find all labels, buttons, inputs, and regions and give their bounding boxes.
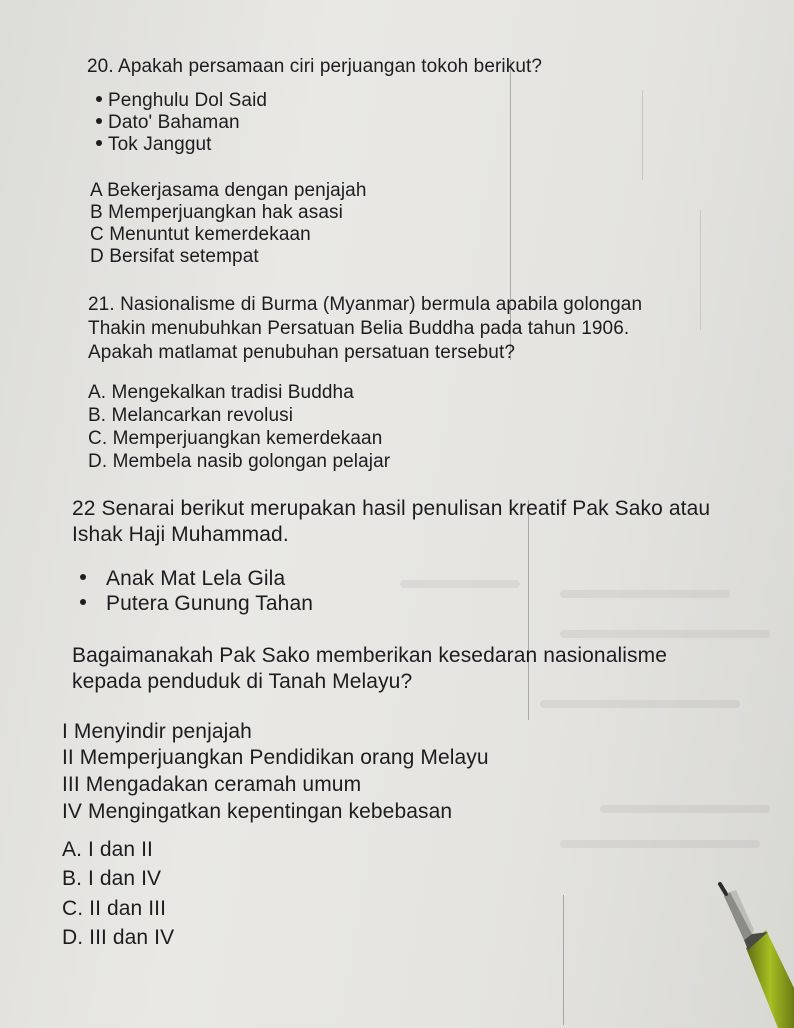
q22-question-line: kepada penduduk di Tanah Melayu? [72,670,413,693]
paper-crease [700,210,701,330]
q22-option-d: D. III dan IV [62,926,175,949]
q21-stem-line: 21. Nasionalisme di Burma (Myanmar) bermula apabila golongan [88,294,643,315]
q20-item [96,134,212,156]
bleed-through [400,580,520,588]
q20-item-text: Tok Janggut [108,134,212,155]
bleed-through [560,590,730,598]
q22-item-text: Putera Gunung Tahan [106,592,314,615]
q22-option-a: A. I dan II [62,838,153,861]
q22-item-text: Anak Mat Lela Gila [106,567,286,590]
q22-statement: I Menyindir penjajah [62,720,252,743]
q20-item-text: Penghulu Dol Said [108,90,268,111]
q20-question: 20. Apakah persamaan ciri perjuangan tokoh berikut? [87,56,543,77]
bullet-icon [96,96,102,102]
paper-crease [528,500,529,720]
paper-crease [563,895,564,1025]
q21-stem-line: Apakah matlamat penubuhan persatuan tersebut? [88,342,516,363]
q22-stem-line: Ishak Haji Muhammad. [72,523,289,546]
pen-icon [694,878,794,1028]
bleed-through [540,700,740,708]
q20-option-d: D Bersifat setempat [90,246,259,267]
bullet-icon [96,118,102,124]
q21-option-d: D. Membela nasib golongan pelajar [88,451,391,472]
q22-statement: III Mengadakan ceramah umum [62,773,362,796]
q21-option-c: C. Memperjuangkan kemerdekaan [88,428,383,449]
bleed-through [600,805,770,813]
bleed-through [560,840,760,848]
paper-crease [642,90,643,180]
q20-option-c: C Menuntut kemerdekaan [90,224,311,245]
q22-item [80,567,285,591]
q20-item [96,90,267,112]
q21-option-b: B. Melancarkan revolusi [88,405,294,426]
bullet-icon [80,599,86,605]
q22-statement: II Memperjuangkan Pendidikan orang Melayu [62,746,489,769]
q22-option-b: B. I dan IV [62,867,162,890]
q21-option-a: A. Mengekalkan tradisi Buddha [88,382,354,403]
q20-item [96,112,240,134]
bleed-through [560,630,770,638]
q22-stem-line: 22 Senarai berikut merupakan hasil penulisan kreatif Pak Sako atau [72,497,711,520]
q22-question-line: Bagaimanakah Pak Sako memberikan kesedaran nasionalisme [72,644,667,667]
q22-option-c: C. II dan III [62,897,167,920]
q20-item-text: Dato' Bahaman [108,112,240,133]
q20-option-a: A Bekerjasama dengan penjajah [90,180,367,201]
q22-statement: IV Mengingatkan kepentingan kebebasan [62,800,453,823]
q21-stem-line: Thakin menubuhkan Persatuan Belia Buddha pada tahun 1906. [88,318,630,339]
q20-option-b: B Memperjuangkan hak asasi [90,202,343,223]
bullet-icon [96,140,102,146]
q22-item [80,592,313,616]
bullet-icon [80,574,86,580]
